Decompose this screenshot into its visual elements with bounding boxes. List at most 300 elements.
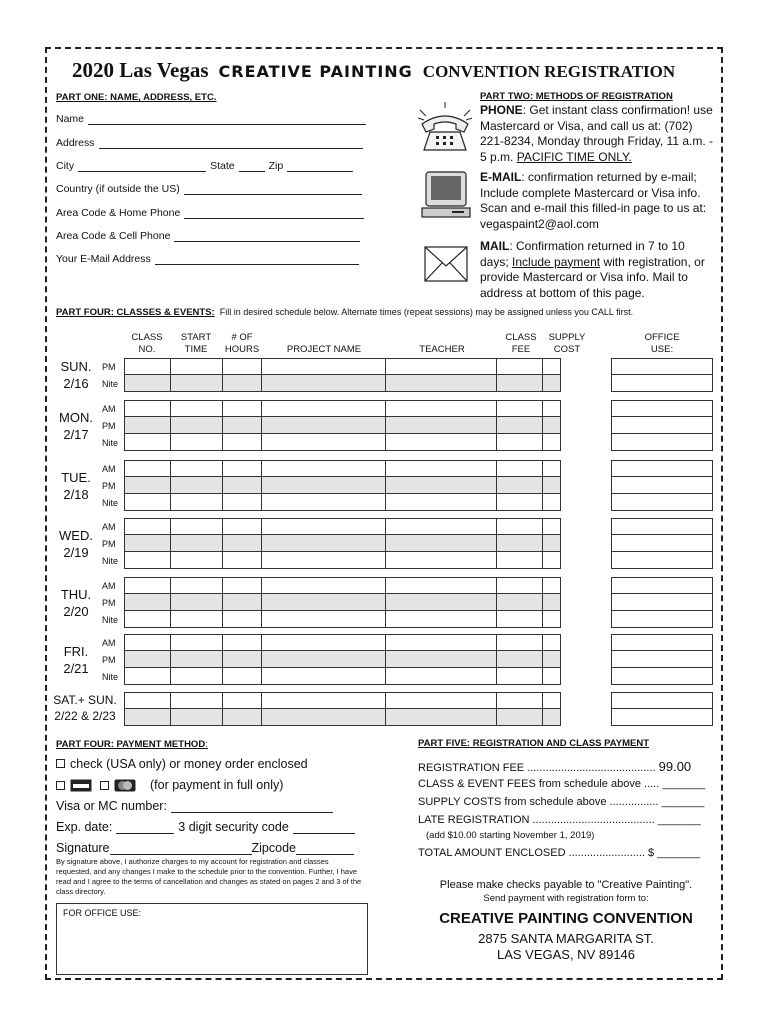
schedule-row	[124, 417, 561, 434]
total-row: TOTAL AMOUNT ENCLOSED ......................... $ _______	[418, 847, 701, 859]
schedule-cell[interactable]	[262, 359, 385, 374]
schedule-cell[interactable]	[386, 401, 497, 416]
title-brand: CREATIVE PAINTING	[218, 62, 413, 81]
schedule-cell[interactable]	[262, 417, 385, 433]
schedule-cell[interactable]	[386, 611, 497, 627]
mastercard-icon	[114, 779, 136, 792]
schedule-cell[interactable]	[171, 693, 223, 708]
schedule-row	[124, 375, 561, 392]
day-label	[58, 527, 94, 561]
schedule-cell[interactable]	[497, 651, 543, 667]
send-payment: Send payment with registration form to:	[483, 893, 649, 904]
country-row[interactable]	[56, 183, 362, 195]
slot-label: PM	[102, 655, 116, 665]
office-use-label: FOR OFFICE USE:	[63, 908, 142, 918]
mail-method	[480, 239, 715, 301]
schedule-cell[interactable]	[262, 375, 385, 391]
schedule-cell[interactable]	[543, 477, 560, 493]
schedule-cell[interactable]	[223, 519, 263, 534]
office-use-cell	[611, 692, 713, 709]
late-registration-row: LATE REGISTRATION ........................................ _______	[418, 814, 701, 826]
schedule-row	[124, 577, 561, 594]
schedule-cell[interactable]	[386, 434, 497, 450]
country-field[interactable]	[184, 185, 362, 195]
visa-card-icon	[70, 779, 92, 792]
schedule-cell[interactable]	[223, 477, 263, 493]
col-teacher: TEACHER	[419, 344, 465, 355]
schedule-row	[124, 518, 561, 535]
schedule-cell[interactable]	[171, 461, 223, 476]
part-four-classes-line	[56, 307, 633, 318]
checks-payable: Please make checks payable to "Creative Painting".	[439, 879, 693, 891]
slot-label: AM	[102, 581, 116, 591]
slot-label: PM	[102, 598, 116, 608]
schedule-cell[interactable]	[386, 494, 497, 510]
schedule-cell[interactable]	[125, 693, 171, 708]
cell-phone-label: Area Code & Cell Phone	[56, 230, 171, 242]
part-two-heading: PART TWO: METHODS OF REGISTRATION	[480, 91, 673, 102]
office-use-cell	[611, 594, 713, 611]
zip-field[interactable]	[287, 162, 353, 172]
schedule-cell[interactable]	[223, 578, 263, 593]
address-row[interactable]	[56, 137, 363, 149]
schedule-cell[interactable]	[125, 552, 171, 568]
org-city: LAS VEGAS, NV 89146	[496, 947, 636, 962]
schedule-day-grid	[124, 634, 561, 685]
schedule-cell[interactable]	[125, 668, 171, 684]
class-fees-row: CLASS & EVENT FEES from schedule above ..... _______	[418, 778, 706, 790]
schedule-cell[interactable]	[171, 535, 223, 551]
schedule-row	[124, 594, 561, 611]
schedule-cell[interactable]	[543, 519, 560, 534]
schedule-cell[interactable]	[262, 651, 385, 667]
schedule-cell[interactable]	[386, 417, 497, 433]
email-field[interactable]	[155, 255, 359, 265]
schedule-cell[interactable]	[262, 494, 385, 510]
day-name: TUE.	[61, 469, 91, 485]
city-row[interactable]	[56, 160, 353, 172]
schedule-cell[interactable]	[543, 594, 560, 610]
day-label	[58, 358, 94, 392]
schedule-cell[interactable]	[262, 401, 385, 416]
schedule-cell[interactable]	[497, 477, 543, 493]
security-field[interactable]	[293, 824, 355, 834]
schedule-cell[interactable]	[543, 668, 560, 684]
schedule-cell[interactable]	[386, 519, 497, 534]
slot-label: Nite	[102, 438, 119, 448]
schedule-cell[interactable]	[543, 535, 560, 551]
zip-label: Zip	[268, 160, 284, 172]
schedule-cell[interactable]	[543, 401, 560, 416]
address-label: Address	[56, 137, 95, 149]
schedule-cell[interactable]	[262, 578, 385, 593]
schedule-cell[interactable]	[125, 417, 171, 433]
schedule-cell[interactable]	[386, 461, 497, 476]
schedule-cell[interactable]	[262, 461, 385, 476]
schedule-cell[interactable]	[262, 477, 385, 493]
schedule-cell[interactable]	[497, 668, 543, 684]
schedule-cell[interactable]	[262, 519, 385, 534]
signature-row[interactable]	[56, 841, 354, 855]
schedule-cell[interactable]	[223, 461, 263, 476]
cell-phone-field[interactable]	[174, 232, 360, 242]
office-use-column	[611, 358, 713, 392]
schedule-cell[interactable]	[497, 635, 543, 650]
mail-text-1: : Confirmation returned in 7 to 10 days;	[480, 239, 685, 269]
slot-label: AM	[102, 638, 116, 648]
office-use-cell	[611, 400, 713, 417]
office-use-cell	[611, 651, 713, 668]
schedule-cell[interactable]	[543, 635, 560, 650]
title-registration: CONVENTION REGISTRATION	[422, 62, 676, 81]
day-label	[58, 469, 94, 503]
office-use-cell	[611, 417, 713, 434]
schedule-cell[interactable]	[223, 552, 263, 568]
schedule-cell[interactable]	[543, 359, 560, 374]
home-phone-label: Area Code & Home Phone	[56, 207, 181, 219]
city-field[interactable]	[78, 162, 206, 172]
schedule-cell[interactable]	[223, 434, 263, 450]
schedule-cell[interactable]	[497, 461, 543, 476]
day-name: FRI.	[63, 643, 89, 659]
name-field[interactable]	[88, 115, 366, 125]
schedule-cell[interactable]	[386, 578, 497, 593]
schedule-cell[interactable]	[223, 709, 263, 725]
late-note: (add $10.00 starting November 1, 2019)	[426, 830, 595, 841]
schedule-cell[interactable]	[497, 552, 543, 568]
schedule-cell[interactable]	[262, 668, 385, 684]
schedule-cell[interactable]	[125, 461, 171, 476]
computer-icon	[420, 170, 472, 222]
schedule-row	[124, 709, 561, 726]
schedule-cell[interactable]	[386, 359, 497, 374]
schedule-cell[interactable]	[497, 434, 543, 450]
state-label: State	[210, 160, 235, 172]
office-use-cell	[611, 634, 713, 651]
schedule-cell[interactable]	[223, 693, 263, 708]
email-row[interactable]	[56, 253, 359, 265]
schedule-cell[interactable]	[125, 401, 171, 416]
office-use-cell	[611, 434, 713, 451]
day-label	[58, 643, 94, 677]
schedule-row	[124, 477, 561, 494]
schedule-cell[interactable]	[543, 709, 560, 725]
schedule-cell[interactable]	[223, 359, 263, 374]
schedule-cell[interactable]	[543, 494, 560, 510]
schedule-cell[interactable]	[386, 709, 497, 725]
schedule-row	[124, 692, 561, 709]
schedule-cell[interactable]	[543, 611, 560, 627]
name-label: Name	[56, 113, 85, 125]
schedule-cell[interactable]	[543, 417, 560, 433]
security-label: 3 digit security code	[178, 820, 289, 834]
schedule-cell[interactable]	[125, 651, 171, 667]
schedule-cell[interactable]	[262, 535, 385, 551]
col-class-fee: CLASS FEE	[505, 332, 537, 355]
schedule-cell[interactable]	[497, 693, 543, 708]
schedule-cell[interactable]	[386, 668, 497, 684]
schedule-cell[interactable]	[543, 693, 560, 708]
check-option[interactable]	[56, 757, 308, 771]
day-label	[58, 586, 94, 620]
schedule-cell[interactable]	[497, 417, 543, 433]
schedule-cell[interactable]	[223, 401, 263, 416]
email-label: Your E-Mail Address	[56, 253, 151, 265]
slot-label: PM	[102, 539, 116, 549]
schedule-row	[124, 634, 561, 651]
country-label: Country (if outside the US)	[56, 183, 180, 195]
schedule-cell[interactable]	[125, 375, 171, 391]
email-method	[480, 170, 715, 232]
slot-label: PM	[102, 481, 116, 491]
registration-fee-amount: 99.00	[658, 759, 692, 774]
schedule-row	[124, 552, 561, 569]
schedule-cell[interactable]	[497, 709, 543, 725]
schedule-cell[interactable]	[262, 709, 385, 725]
visa-mc-field[interactable]	[171, 803, 333, 813]
exp-row[interactable]	[56, 820, 355, 834]
schedule-cell[interactable]	[223, 535, 263, 551]
schedule-cell[interactable]	[497, 375, 543, 391]
office-use-column	[611, 634, 713, 685]
slot-label: Nite	[102, 498, 119, 508]
day-date: 2/18	[63, 486, 89, 502]
checkbox-icon[interactable]	[100, 781, 109, 790]
schedule-cell[interactable]	[497, 611, 543, 627]
schedule-row	[124, 400, 561, 417]
address-field[interactable]	[99, 139, 363, 149]
visa-mc-label: Visa or MC number:	[56, 799, 167, 813]
slot-label: PM	[102, 362, 116, 372]
schedule-row	[124, 358, 561, 375]
part-five-heading: PART FIVE: REGISTRATION AND CLASS PAYMENT	[418, 738, 650, 749]
phone-label: PHONE	[480, 103, 523, 117]
schedule-cell[interactable]	[171, 494, 223, 510]
office-use-cell	[611, 477, 713, 494]
schedule-cell[interactable]	[262, 594, 385, 610]
slot-label: Nite	[102, 379, 119, 389]
office-use-column	[611, 692, 713, 726]
slot-label: Nite	[102, 615, 119, 625]
col-class-no: CLASS NO.	[131, 332, 163, 355]
org-street: 2875 SANTA MARGARITA ST.	[478, 931, 654, 946]
mail-label: MAIL	[480, 239, 510, 253]
office-use-cell	[611, 460, 713, 477]
signature-disclaimer: By signature above, I authorize charges to my account for registration and classes requested, and any changes I make to the schedule prior to the convention. Further, I have read and I agree to the terms of cancellation and changes as stated on pages 2 and 3 of the class directory.	[56, 857, 362, 896]
day-name: WED.	[59, 527, 93, 543]
schedule-cell[interactable]	[262, 552, 385, 568]
exp-field[interactable]	[116, 824, 174, 834]
office-use-column	[611, 460, 713, 511]
check-label: check (USA only) or money order enclosed	[70, 757, 308, 771]
title-year-city: 2020 Las Vegas	[72, 58, 209, 82]
office-use-cell	[611, 494, 713, 511]
schedule-cell[interactable]	[386, 535, 497, 551]
mail-include-payment: Include payment	[512, 254, 601, 269]
slot-label: Nite	[102, 672, 119, 682]
schedule-cell[interactable]	[171, 359, 223, 374]
schedule-cell[interactable]	[125, 578, 171, 593]
day-date: 2/19	[63, 544, 89, 560]
schedule-day-grid	[124, 358, 561, 392]
schedule-cell[interactable]	[223, 635, 263, 650]
schedule-cell[interactable]	[125, 611, 171, 627]
zipcode-label: Zipcode	[251, 841, 296, 855]
schedule-cell[interactable]	[386, 693, 497, 708]
schedule-cell[interactable]	[223, 494, 263, 510]
checkbox-icon[interactable]	[56, 781, 65, 790]
schedule-cell[interactable]	[497, 494, 543, 510]
signature-label: Signature	[56, 841, 110, 855]
office-use-cell	[611, 552, 713, 569]
schedule-cell[interactable]	[171, 417, 223, 433]
schedule-row	[124, 494, 561, 511]
schedule-cell[interactable]	[386, 651, 497, 667]
schedule-cell[interactable]	[171, 519, 223, 534]
schedule-cell[interactable]	[497, 359, 543, 374]
col-start-time: START TIME	[180, 332, 212, 355]
schedule-cell[interactable]	[223, 417, 263, 433]
day-name: THU.	[60, 586, 92, 602]
schedule-cell[interactable]	[125, 594, 171, 610]
card-option[interactable]	[56, 778, 283, 792]
slot-label: AM	[102, 404, 116, 414]
schedule-cell[interactable]	[543, 434, 560, 450]
day-label	[48, 692, 122, 724]
schedule-cell[interactable]	[223, 594, 263, 610]
office-use-box	[56, 903, 368, 975]
home-phone-row[interactable]	[56, 207, 364, 219]
schedule-cell[interactable]	[125, 359, 171, 374]
schedule-cell[interactable]	[386, 375, 497, 391]
payment-heading: PART FOUR: PAYMENT METHOD:	[56, 739, 208, 750]
schedule-cell[interactable]	[262, 693, 385, 708]
schedule-day-grid	[124, 518, 561, 569]
schedule-cell[interactable]	[171, 709, 223, 725]
office-use-cell	[611, 375, 713, 392]
home-phone-field[interactable]	[184, 209, 364, 219]
schedule-cell[interactable]	[171, 375, 223, 391]
zipcode-field[interactable]	[296, 845, 354, 855]
schedule-cell[interactable]	[171, 401, 223, 416]
day-date: 2/17	[63, 426, 89, 442]
day-name: SAT.+ SUN.	[53, 693, 117, 707]
schedule-cell[interactable]	[497, 401, 543, 416]
day-date: 2/21	[63, 660, 89, 676]
email-method-label: E-MAIL	[480, 170, 522, 184]
schedule-cell[interactable]	[262, 434, 385, 450]
schedule-cell[interactable]	[125, 519, 171, 534]
phone-text: : Get instant class confirmation! use Mastercard or Visa, and call us at: (702) 221-8234, Monday through Friday, 11 a.m. - 5 p.m.	[480, 103, 714, 164]
schedule-cell[interactable]	[543, 651, 560, 667]
schedule-cell[interactable]	[386, 552, 497, 568]
schedule-row	[124, 668, 561, 685]
envelope-icon	[424, 244, 468, 284]
mail-text-2: with registration, or provide Mastercard or Visa info. Mail to address at bottom of this page.	[480, 254, 705, 300]
registration-fee-row	[418, 759, 691, 774]
slot-label: Nite	[102, 556, 119, 566]
cell-phone-row[interactable]	[56, 230, 360, 242]
schedule-cell[interactable]	[543, 578, 560, 593]
schedule-cell[interactable]	[223, 668, 263, 684]
office-use-column	[611, 518, 713, 569]
schedule-cell[interactable]	[125, 635, 171, 650]
schedule-cell[interactable]	[386, 635, 497, 650]
payment-heading-text: PART FOUR: PAYMENT METHOD	[56, 739, 206, 750]
registration-fee-label: REGISTRATION FEE ..........................................	[418, 762, 656, 774]
schedule-cell[interactable]	[171, 594, 223, 610]
schedule-cell[interactable]	[125, 494, 171, 510]
supply-costs-row: SUPPLY COSTS from schedule above ................ _______	[418, 796, 705, 808]
schedule-cell[interactable]	[171, 578, 223, 593]
day-date: 2/22 & 2/23	[54, 709, 116, 723]
schedule-row	[124, 460, 561, 477]
schedule-cell[interactable]	[386, 477, 497, 493]
exp-label: Exp. date:	[56, 820, 113, 834]
schedule-cell[interactable]	[125, 709, 171, 725]
schedule-cell[interactable]	[497, 535, 543, 551]
schedule-cell[interactable]	[543, 461, 560, 476]
office-use-column	[611, 577, 713, 628]
schedule-cell[interactable]	[171, 611, 223, 627]
email-method-text: : confirmation returned by e-mail; Include complete Mastercard or Visa info. Scan and e-mail this filled-in page to us at: vegaspaint2@aol.com	[480, 170, 707, 231]
col-supply-cost: SUPPLY COST	[548, 332, 586, 355]
office-use-column	[611, 400, 713, 451]
telephone-icon	[416, 100, 474, 156]
office-use-cell	[611, 668, 713, 685]
schedule-cell[interactable]	[497, 594, 543, 610]
schedule-cell[interactable]	[171, 635, 223, 650]
schedule-cell[interactable]	[543, 375, 560, 391]
schedule-cell[interactable]	[171, 434, 223, 450]
schedule-cell[interactable]	[223, 611, 263, 627]
schedule-cell[interactable]	[125, 535, 171, 551]
schedule-cell[interactable]	[171, 552, 223, 568]
schedule-cell[interactable]	[171, 477, 223, 493]
schedule-day-grid	[124, 577, 561, 628]
schedule-cell[interactable]	[223, 375, 263, 391]
schedule-day-grid	[124, 460, 561, 511]
day-name: MON.	[59, 409, 93, 425]
schedule-cell[interactable]	[386, 594, 497, 610]
schedule-cell[interactable]	[497, 519, 543, 534]
col-project: PROJECT NAME	[286, 344, 362, 355]
day-date: 2/16	[63, 376, 89, 391]
schedule-cell[interactable]	[125, 477, 171, 493]
office-use-cell	[611, 709, 713, 726]
schedule-row	[124, 611, 561, 628]
schedule-cell[interactable]	[171, 668, 223, 684]
org-name: CREATIVE PAINTING CONVENTION	[439, 910, 693, 927]
card-note: (for payment in full only)	[150, 778, 284, 792]
city-label: City	[56, 160, 75, 172]
schedule-cell[interactable]	[171, 651, 223, 667]
office-use-cell	[611, 358, 713, 375]
name-row[interactable]	[56, 113, 366, 125]
visa-mc-row[interactable]	[56, 799, 333, 813]
schedule-cell[interactable]	[223, 651, 263, 667]
checkbox-icon[interactable]	[56, 759, 65, 768]
schedule-cell[interactable]	[262, 635, 385, 650]
page-title	[72, 58, 675, 83]
schedule-cell[interactable]	[262, 611, 385, 627]
schedule-cell[interactable]	[125, 434, 171, 450]
schedule-cell[interactable]	[543, 552, 560, 568]
day-date: 2/20	[63, 603, 89, 619]
schedule-cell[interactable]	[497, 578, 543, 593]
state-field[interactable]	[239, 162, 265, 172]
signature-field[interactable]	[110, 845, 252, 855]
